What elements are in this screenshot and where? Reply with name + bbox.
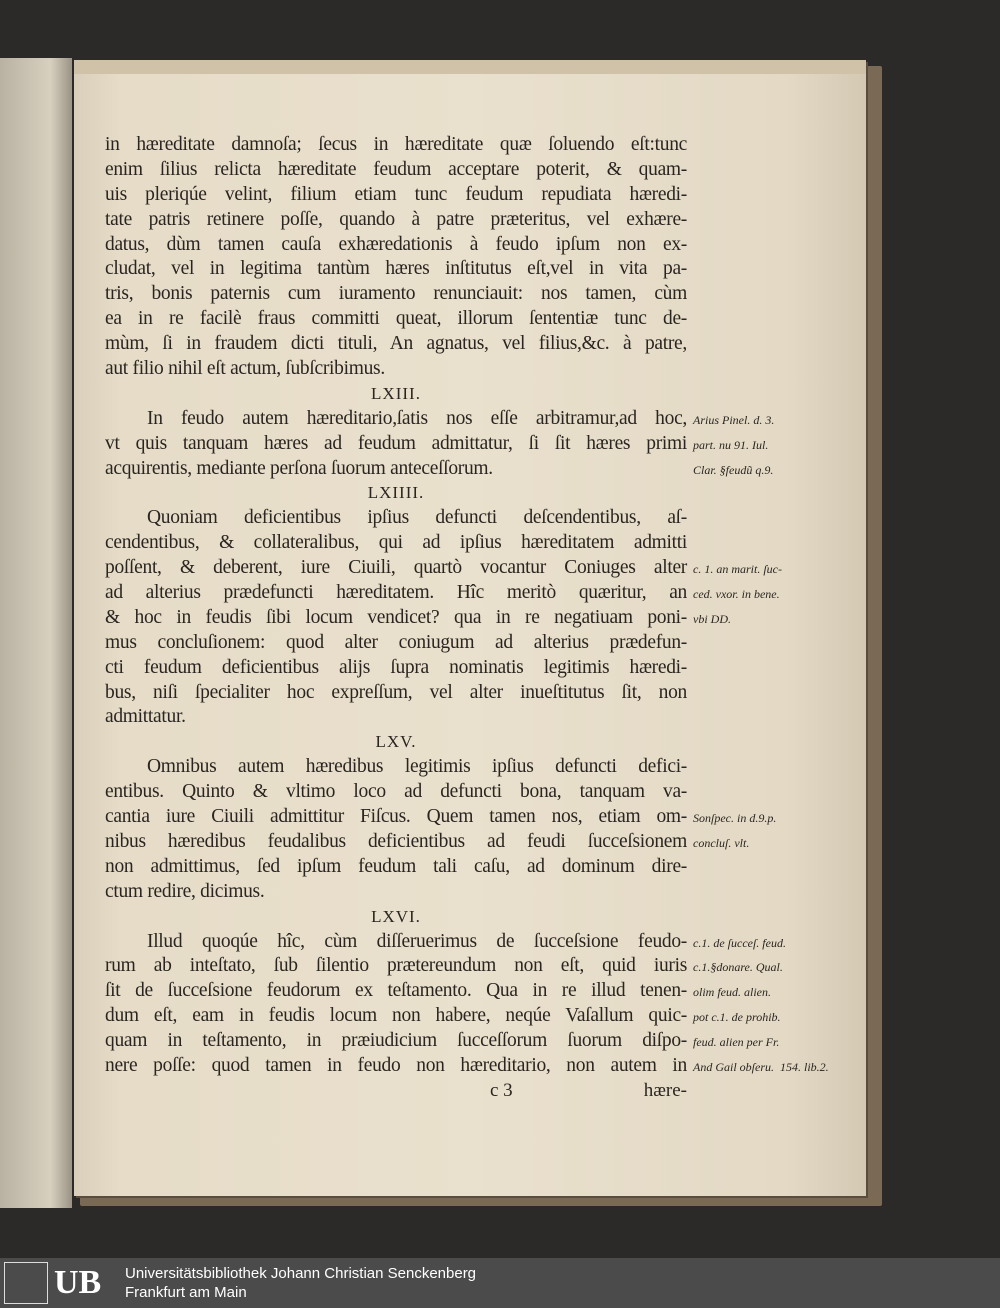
logo-text: UB bbox=[54, 1264, 102, 1301]
text-line: ad alterius prædefuncti hæreditatem. Hîc meritò quæritur, an bbox=[105, 582, 687, 604]
marginal-note: olim feud. alien. bbox=[693, 985, 771, 1000]
text-line: ctum redire, dicimus. bbox=[105, 880, 265, 902]
text-line-row bbox=[105, 954, 829, 979]
text-line-row bbox=[105, 432, 829, 457]
text-line: acquirentis, mediante perſona ſuorum anteceſſorum. bbox=[105, 457, 493, 479]
marginal-note: Clar. §feudũ q.9. bbox=[693, 462, 774, 477]
text-line-row bbox=[105, 606, 829, 631]
text-line: mùm, ſi in fraudem dicti tituli, An agnatus, vel filius,&c. à patre, bbox=[105, 333, 687, 355]
marginal-note: c.1.§donare. Qual. bbox=[693, 960, 783, 975]
text-line: & hoc in feudis ſibi locum vendicet? qua in re negatiuam poni- bbox=[105, 606, 687, 628]
text-line: tate patris retinere poſſe, quando à patre præteritus, vel exhære- bbox=[105, 208, 687, 230]
text-line-row bbox=[105, 407, 829, 432]
text-line: aut filio nihil eſt actum, ſubſcribimus. bbox=[105, 358, 385, 380]
text-line-row bbox=[105, 880, 829, 905]
library-name bbox=[125, 1264, 476, 1302]
text-line: entibus. Quinto & vltimo loco ad defuncti bona, tanquam va- bbox=[105, 781, 687, 803]
text-line: Quoniam deficientibus ipſius defuncti deſcendentibus, aſ- bbox=[147, 507, 687, 529]
text-line: poſſent, & deberent, iure Ciuili, quartò vocantur Coniuges alter bbox=[105, 557, 687, 579]
text-line-row bbox=[105, 531, 829, 556]
catchword: hære- bbox=[643, 1079, 687, 1101]
marginal-note: c. 1. an marit. ſuc- bbox=[693, 562, 782, 577]
marginal-note: concluſ. vlt. bbox=[693, 835, 750, 850]
section-number: LXIII. bbox=[371, 383, 421, 403]
text-line: ſit de ſucceſsione feudorum ex teſtamento. Qua in re illud tenen- bbox=[105, 980, 687, 1002]
text-line: nere poſſe: quod tamen in feudo non hæreditario, non autem in bbox=[105, 1054, 687, 1076]
text-line: ea in re facilè fraus committi queat, illorum ſententiæ tunc de- bbox=[105, 308, 687, 330]
text-line-row bbox=[105, 1029, 829, 1054]
text-line: in hæreditate damnoſa; ſecus in hæreditate quæ ſoluendo eſt:tunc bbox=[105, 134, 687, 155]
text-line-row bbox=[105, 233, 829, 258]
text-line-row bbox=[105, 307, 829, 332]
library-name-line1: Universitätsbibliothek Johann Christian Senckenberg bbox=[125, 1265, 477, 1282]
text-line-row bbox=[105, 855, 829, 880]
text-line-row bbox=[105, 780, 829, 805]
marginal-note: Sonſpec. in d.9.p. bbox=[693, 811, 777, 826]
section-number: LXVI. bbox=[371, 906, 421, 926]
marginal-note: feud. alien per Fr. bbox=[693, 1035, 780, 1050]
text-line-row bbox=[105, 506, 829, 531]
catchword-row bbox=[105, 1079, 829, 1104]
text-line: admittatur. bbox=[105, 706, 186, 728]
text-line: non admittimus, ſed ipſum feudum tali caſu, ad dominum dire- bbox=[105, 855, 687, 877]
text-line-row bbox=[105, 282, 829, 307]
text-line: cludat, vel in legitima tantùm hæres inſtitutus eſt,vel in vita pa- bbox=[105, 258, 687, 280]
page-text bbox=[105, 133, 829, 1104]
text-line: cendentibus, & collateralibus, qui ad ipſius hæreditatem admitti bbox=[105, 532, 687, 554]
marginal-note: c.1. de ſucceſ. feud. bbox=[693, 935, 786, 950]
text-line: bus, niſi ſpecialiter hoc expreſſum, vel alter inueſtitutus ſit, non bbox=[105, 681, 687, 703]
text-line-row bbox=[105, 332, 829, 357]
text-line-row bbox=[105, 705, 829, 730]
library-name-line2: Frankfurt am Main bbox=[125, 1284, 247, 1301]
signature-mark: c 3 bbox=[490, 1079, 513, 1101]
text-line: Omnibus autem hæredibus legitimis ipſius defuncti defici- bbox=[147, 756, 687, 778]
text-line-row bbox=[105, 805, 829, 830]
text-line: quam in teſtamento, in præiudicium ſucceſſorum ſuorum diſpo- bbox=[105, 1030, 687, 1052]
section-heading-row bbox=[105, 481, 829, 506]
text-line-row bbox=[105, 208, 829, 233]
marginal-note: vbi DD. bbox=[693, 611, 731, 626]
text-line: datus, dùm tamen cauſa exhæredationis à feudo ipſum non ex- bbox=[105, 233, 687, 255]
text-line: In feudo autem hæreditario,ſatis nos eſſe arbitramur,ad hoc, bbox=[147, 407, 687, 429]
marginal-note: ced. vxor. in bene. bbox=[693, 587, 780, 602]
text-line-row bbox=[105, 457, 829, 482]
library-logo bbox=[4, 1262, 116, 1304]
text-line: vt quis tanquam hæres ad feudum admittatur, ſi ſit hæres primi bbox=[105, 432, 687, 454]
text-line: rum ab inteſtato, ſub ſilentio prætereundum non eſt, quid iuris bbox=[105, 955, 687, 977]
text-line-row bbox=[105, 158, 829, 183]
text-line: nibus hæredibus feudalibus deficientibus ad feudi ſucceſsionem bbox=[105, 830, 687, 852]
marginal-note: And Gail obſeru. bbox=[693, 1059, 774, 1074]
page-top-strip bbox=[74, 60, 866, 74]
marginal-note: Arius Pinel. d. 3. bbox=[693, 412, 775, 427]
text-line: mus concluſionem: quod alter coniugum ad alterius prædefun- bbox=[105, 631, 687, 653]
text-line-row bbox=[105, 183, 829, 208]
text-line-row bbox=[105, 581, 829, 606]
text-line: uis pleriqúe velint, filium etiam tunc feudum repudiata hæredi- bbox=[105, 183, 687, 205]
text-line-row bbox=[105, 257, 829, 282]
text-line-row bbox=[105, 681, 829, 706]
text-line: Illud quoqúe hîc, cùm diſſeruerimus de ſucceſsione feudo- bbox=[147, 930, 687, 952]
section-number: LXV. bbox=[375, 732, 417, 752]
section-heading-row bbox=[105, 730, 829, 755]
text-line: tris, bonis paternis cum iuramento renunciauit: nos tamen, cùm bbox=[105, 283, 687, 305]
marginal-note: 154. lib.2. bbox=[780, 1059, 829, 1074]
logo-emblem-icon bbox=[4, 1262, 48, 1304]
text-line-row bbox=[105, 556, 829, 581]
section-heading-row bbox=[105, 382, 829, 407]
text-line-row bbox=[105, 1004, 829, 1029]
text-line: cti feudum deficientibus alijs ſupra nominatis legitimis hæredi- bbox=[105, 656, 687, 678]
text-line: enim ſilius relicta hæreditate feudum acceptare poterit, & quam- bbox=[105, 158, 687, 180]
footer-bar bbox=[0, 1258, 1000, 1308]
text-line-row bbox=[105, 133, 829, 158]
text-line-row bbox=[105, 830, 829, 855]
section-number: LXIIII. bbox=[367, 483, 425, 503]
text-line-row bbox=[105, 357, 829, 382]
text-line-row bbox=[105, 930, 829, 955]
marginal-note: part. nu 91. Iul. bbox=[693, 437, 769, 452]
left-page-edge bbox=[0, 58, 72, 1208]
text-line: cantia iure Ciuili admittitur Fiſcus. Quem tamen nos, etiam om- bbox=[105, 806, 687, 828]
text-line-row bbox=[105, 631, 829, 656]
text-line: dum eſt, eam in feudis locum non habere, neqúe Vaſallum quic- bbox=[105, 1005, 687, 1027]
text-line-row bbox=[105, 1054, 829, 1079]
text-line-row bbox=[105, 979, 829, 1004]
section-heading-row bbox=[105, 905, 829, 930]
text-line-row bbox=[105, 755, 829, 780]
marginal-note: pot c.1. de prohib. bbox=[693, 1010, 781, 1025]
text-line-row bbox=[105, 656, 829, 681]
